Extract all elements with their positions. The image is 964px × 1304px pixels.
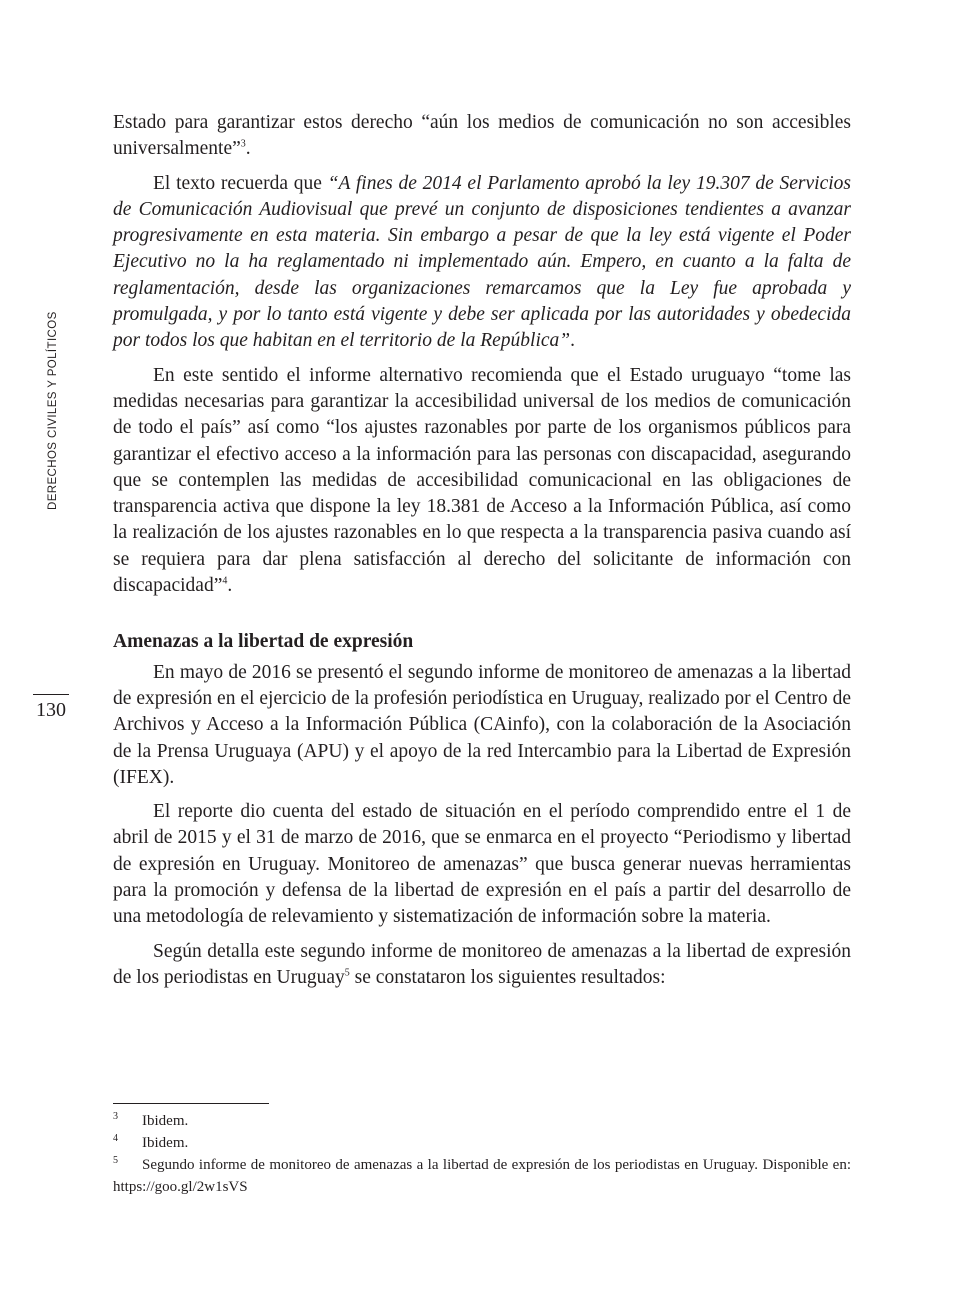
quotation: “A fines de 2014 el Parlamento aprobó la ley 19.307 de Servicios de Comunicación Audiovisual que prevé un conjunto de disposiciones tendientes a avanzar progresivamente en esta materia. Sin embargo a pesar de que la ley está vigente el Poder Ejecutivo no la ha reglamentado ni implementado aún. Empero, en cuanto a la falta de reglamentación, desde las organizaciones remarcamos que la Ley fue aprobada y promulgada, y por lo tanto está vigente y debe ser aplicada por las autoridades y obedecida por todos los que habitan en el territorio de la República” [113, 172, 851, 352]
page-number: 130 [36, 699, 66, 721]
footnote: 4 Ibidem. [113, 1133, 189, 1151]
footnote-ref[interactable]: 5 [344, 967, 350, 979]
footnote: 5 Segundo informe de monitoreo de amenazas a la libertad de expresión de los periodistas en Uruguay. Disponible en: https://goo.gl/2w1sVS [113, 1155, 851, 1195]
footnote: 3 Ibidem. [113, 1111, 189, 1129]
footnote-mark: 5 [113, 1155, 118, 1166]
paragraph: Según detalla este segundo informe de monitoreo de amenazas a la libertad de expresión de los periodistas en Uruguay$^5$ se constataron los siguientes resultados: [113, 940, 851, 988]
footnotes [113, 1110, 851, 1198]
paragraph: Estado para garantizar estos derecho “aún los medios de comunicación no son accesibles universalmente”$^3$. [113, 112, 851, 160]
footnote-ref[interactable]: 3 [240, 138, 246, 150]
section-heading: Amenazas a la libertad de expresión [113, 631, 414, 653]
footnote-ref[interactable]: 4 [222, 575, 228, 587]
paragraph: El reporte dio cuenta del estado de situación en el período comprendido entre el 1 de abril de 2015 y el 31 de marzo de 2016, que se enmarca en el proyecto “Periodismo y libertad de expresión en Uruguay. Monitoreo de amenazas” que busca generar nuevas herramientas para la promoción y defensa de la libertad de expresión en el país a partir del desarrollo de una metodología de relevamiento y sistematización de información sobre la materia. [113, 801, 851, 928]
paragraph: El texto recuerda que “A fines de 2014 el Parlamento aprobó la ley 19.307 de Servicios de Comunicación Audiovisual que prevé un conjunto de disposiciones tendientes a avanzar progresivamente en esta materia. Sin embargo a pesar de que la ley está vigente el Poder Ejecutivo no la ha reglamentado ni implementado aún. Empero, en cuanto a la falta de reglamentación, desde las organizaciones remarcamos que la Ley fue aprobada y promulgada, y por lo tanto está vigente y debe ser aplicada por las autoridades y obedecida por todos los que habitan en el territorio de la República”. [113, 172, 851, 352]
page-number-rule [33, 694, 69, 695]
running-head: DERECHOS CIVILES Y POLÍTICOS [47, 311, 59, 510]
paragraph: En este sentido el informe alternativo recomienda que el Estado uruguayo “tome las medidas necesarias para garantizar la accesibilidad universal de los medios de comunicación de todo el país” así como “los ajustes razonables por parte de los organismos públicos para garantizar el efectivo acceso a la información para las personas con discapacidad, asegurando que se contemplen las medidas de accesibilidad comunicacional en las obligaciones de transparencia activa que dispone la ley 18.381 de Acceso a la Información Pública, así como la realización de los ajustes razonables en lo que respecta a la transparencia pasiva cuando así se requiera para dar plena satisfacción al derecho del solicitante de información con discapacidad”$^4$. [113, 364, 851, 597]
footnote-rule [113, 1103, 269, 1104]
footnote-mark: 3 [113, 1111, 118, 1122]
main-text [113, 110, 851, 991]
paragraph: En mayo de 2016 se presentó el segundo informe de monitoreo de amenazas a la libertad de expresión en el ejercicio de la profesión periodística en Uruguay, realizado por el Centro de Archivos y Acceso a la Información Pública (CAinfo), con la colaboración de la Asociación de la Prensa Uruguaya (APU) y el apoyo de la red Intercambio para la Libertad de Expresión (IFEX). [113, 661, 851, 788]
footnote-mark: 4 [113, 1133, 118, 1144]
